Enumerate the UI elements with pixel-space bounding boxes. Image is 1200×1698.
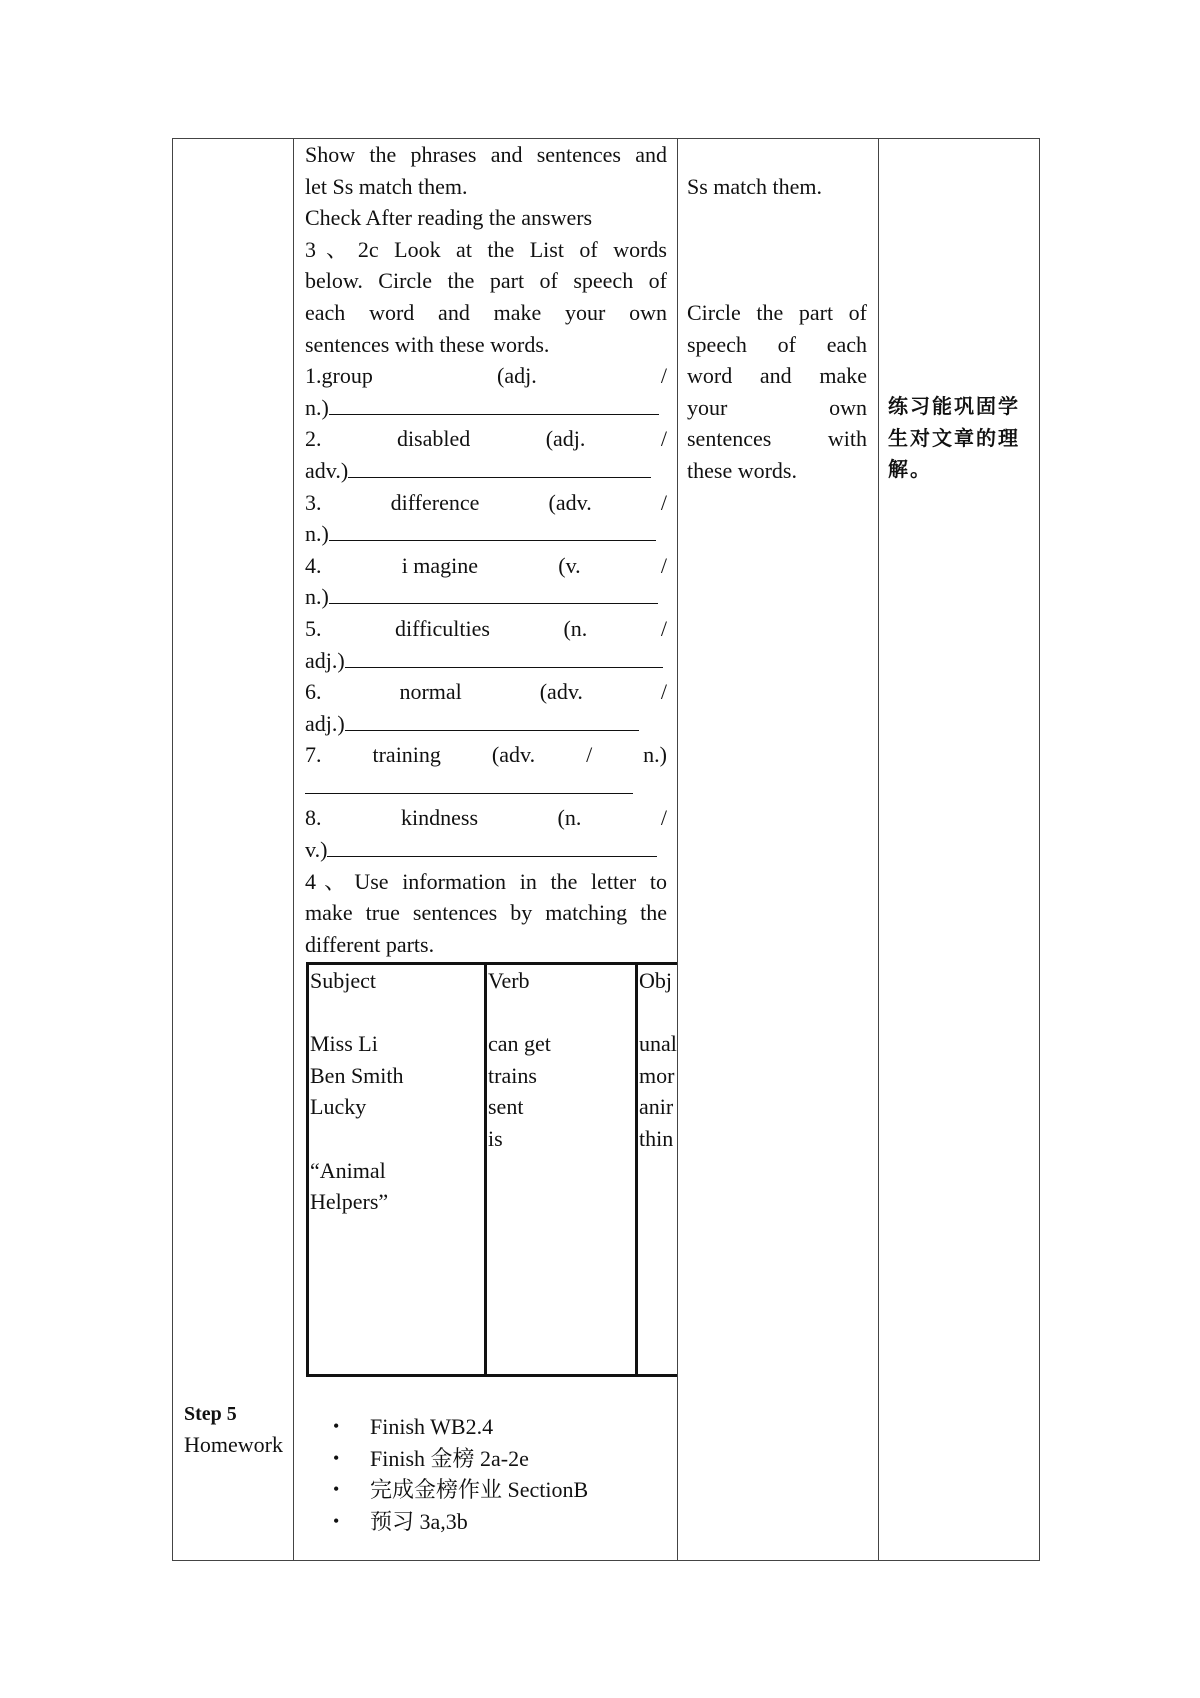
item-slash: / (660, 363, 667, 389)
item-word: disabled (396, 426, 471, 452)
student-text: Circle the part of speech of each word and make your own sentences with these words. (687, 300, 867, 483)
text-line: 4、Use information in the letter to (305, 868, 667, 894)
answer-blank[interactable] (348, 455, 651, 478)
text-line: each word and make your own (305, 299, 667, 325)
item-word: normal (399, 679, 462, 705)
answer-blank[interactable] (345, 708, 639, 731)
answer-blank[interactable] (329, 518, 656, 541)
answer-blank[interactable] (327, 834, 657, 857)
purpose-column (878, 139, 1041, 1560)
answer-line: n.) (305, 581, 667, 613)
answer-blank[interactable] (329, 581, 658, 604)
word-item: 3. difference (adv. / (305, 487, 667, 519)
answer-line: adv.) (305, 455, 667, 487)
text-line: below. Circle the part of speech of (305, 268, 667, 294)
answer-line: adj.) (305, 708, 667, 740)
answer-line: v.) (305, 834, 667, 866)
answer-blank[interactable] (345, 645, 663, 668)
word-item: 8. kindness (n. / (305, 802, 667, 834)
item-word: difference (390, 489, 480, 515)
step-column (173, 139, 293, 1560)
text-line: Check After reading the answers (305, 205, 593, 231)
item-word: training (372, 742, 441, 768)
word-item: 4. i magine (v. / (305, 550, 667, 582)
homework-item: • 预习 3a,3b (333, 1506, 588, 1538)
word-item (305, 360, 667, 392)
answer-line: n.) (305, 518, 667, 550)
subject-cell: “Animal (310, 1157, 386, 1183)
object-column (638, 965, 677, 1374)
object-cell: unal (639, 1031, 677, 1057)
answer-blank[interactable] (305, 771, 633, 794)
lesson-plan-table (172, 138, 1040, 1561)
item-word: i magine (401, 552, 479, 578)
word-item: 6. normal (adv. / (305, 676, 667, 708)
subject-cell: Ben Smith (310, 1062, 404, 1088)
subject-cell: Helpers” (310, 1189, 389, 1215)
verb-cell: trains (488, 1062, 537, 1088)
matching-table (306, 962, 677, 1377)
homework-item: • 完成金榜作业 SectionB (333, 1474, 588, 1506)
item-word: kindness (401, 805, 479, 831)
answer-line (305, 771, 667, 803)
answer-line: adj.) (305, 645, 667, 677)
verb-cell: is (488, 1125, 503, 1151)
homework-list (333, 1411, 588, 1537)
step-label: Homework (184, 1432, 283, 1457)
item-word: difficulties (395, 615, 490, 641)
word-item: 7. training (adv. / n.) (305, 739, 667, 771)
homework-item: • Finish WB2.4 (333, 1411, 588, 1443)
student-text: Ss match them. (687, 173, 823, 199)
verb-cell: sent (488, 1094, 524, 1120)
item-number: 1.group (305, 363, 373, 389)
text-line: different parts. (305, 931, 435, 957)
homework-item: • Finish 金榜 2a-2e (333, 1443, 588, 1475)
text-line: Show the phrases and sentences and (305, 142, 667, 167)
text-line: sentences with these words. (305, 331, 550, 357)
answer-line: n.) (305, 392, 667, 424)
verb-cell: can get (488, 1031, 551, 1057)
object-cell: anir (639, 1094, 674, 1120)
text-line: let Ss match them. (305, 173, 468, 199)
student-activity-column (677, 139, 878, 1560)
activity-text (305, 139, 667, 960)
subject-column (309, 965, 487, 1374)
text-line: 3、2c Look at the List of words (305, 236, 667, 262)
purpose-note: 练习能巩固学生对文章的理解。 (888, 394, 1020, 482)
column-header: Subject (310, 968, 376, 993)
column-header: Verb (488, 968, 530, 993)
column-header: Obj (639, 968, 672, 993)
text-line: make true sentences by matching the (305, 900, 667, 926)
subject-cell: Miss Li (310, 1031, 378, 1057)
verb-column (487, 965, 638, 1374)
answer-blank[interactable] (329, 392, 659, 415)
object-cell: mor (639, 1062, 675, 1088)
word-item: 5. difficulties (n. / (305, 613, 667, 645)
step-title: Step 5 (184, 1403, 237, 1425)
teacher-activity-column (293, 139, 677, 1560)
subject-cell: Lucky (310, 1094, 367, 1120)
object-cell: thin (639, 1125, 674, 1151)
item-options: (adj. (497, 363, 537, 389)
word-item: 2. disabled (adj. / (305, 423, 667, 455)
